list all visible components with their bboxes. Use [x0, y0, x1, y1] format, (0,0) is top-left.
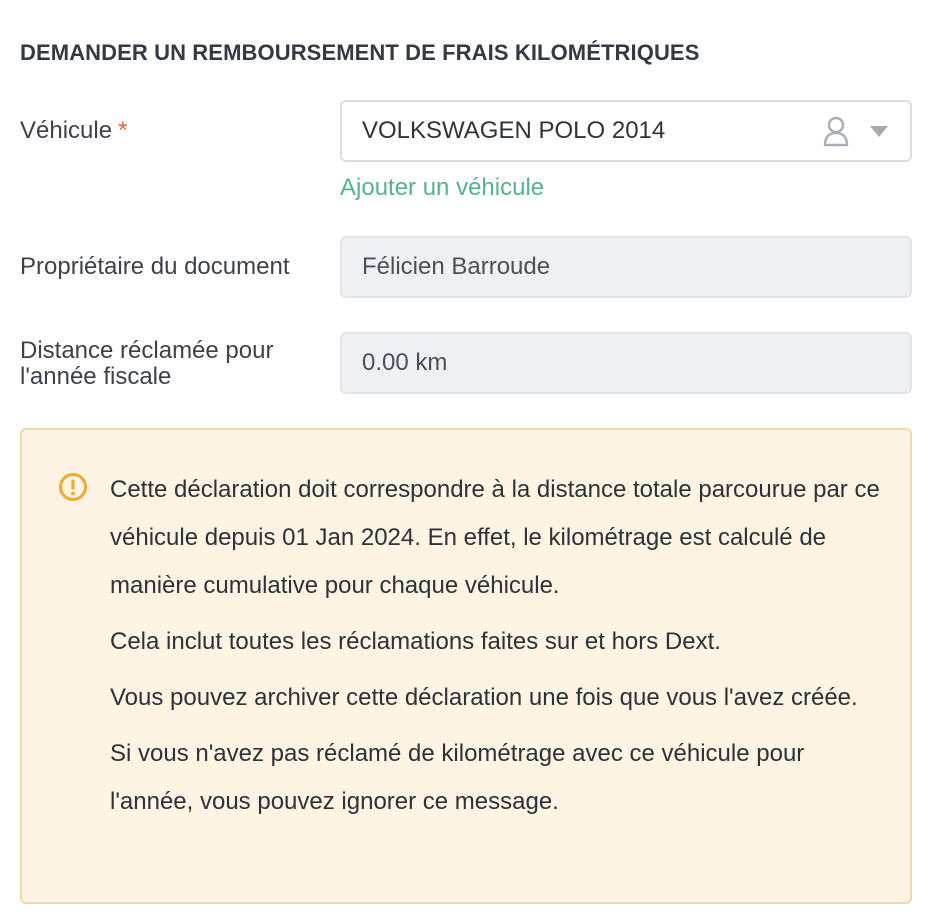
chevron-down-icon[interactable]: [870, 126, 888, 137]
vehicle-select[interactable]: [340, 100, 912, 162]
notice-paragraph: Cela inclut toutes les réclamations faites sur et hors Dext.: [110, 628, 721, 655]
distance-field: [340, 332, 912, 394]
vehicle-label-text: Véhicule: [20, 117, 113, 144]
owner-field: [340, 236, 912, 298]
distance-label-line1: Distance réclamée pour: [20, 337, 274, 364]
owner-field-value: Félicien Barroude: [362, 253, 551, 280]
distance-field-value: 0.00 km: [362, 349, 448, 376]
required-marker: *: [118, 117, 128, 144]
notice-paragraph: Vous pouvez archiver cette déclaration une fois que vous l'avez créée.: [110, 684, 858, 711]
distance-label: [20, 338, 273, 390]
notice-paragraph: Cette déclaration doit correspondre à la distance totale parcourue par ce véhicule depuis 01 Jan 2024. En effet, le kilométrage est calculé de manière cumulative pour chaque véhicule.: [110, 476, 880, 599]
vehicle-select-value: VOLKSWAGEN POLO 2014: [362, 117, 666, 144]
notice-text: [110, 466, 890, 834]
vehicle-label: [20, 118, 127, 144]
owner-label: Propriétaire du document: [20, 253, 290, 280]
add-vehicle-link[interactable]: Ajouter un véhicule: [340, 174, 545, 201]
warning-notice: [20, 428, 912, 904]
notice-paragraph: Si vous n'avez pas réclamé de kilométrage avec ce véhicule pour l'année, vous pouvez ignorer ce message.: [110, 740, 805, 815]
distance-label-line2: l'année fiscale: [20, 363, 172, 390]
warning-circle-icon: [58, 472, 88, 502]
person-icon: [822, 115, 850, 147]
page-title: DEMANDER UN REMBOURSEMENT DE FRAIS KILOMÉTRIQUES: [20, 40, 700, 65]
